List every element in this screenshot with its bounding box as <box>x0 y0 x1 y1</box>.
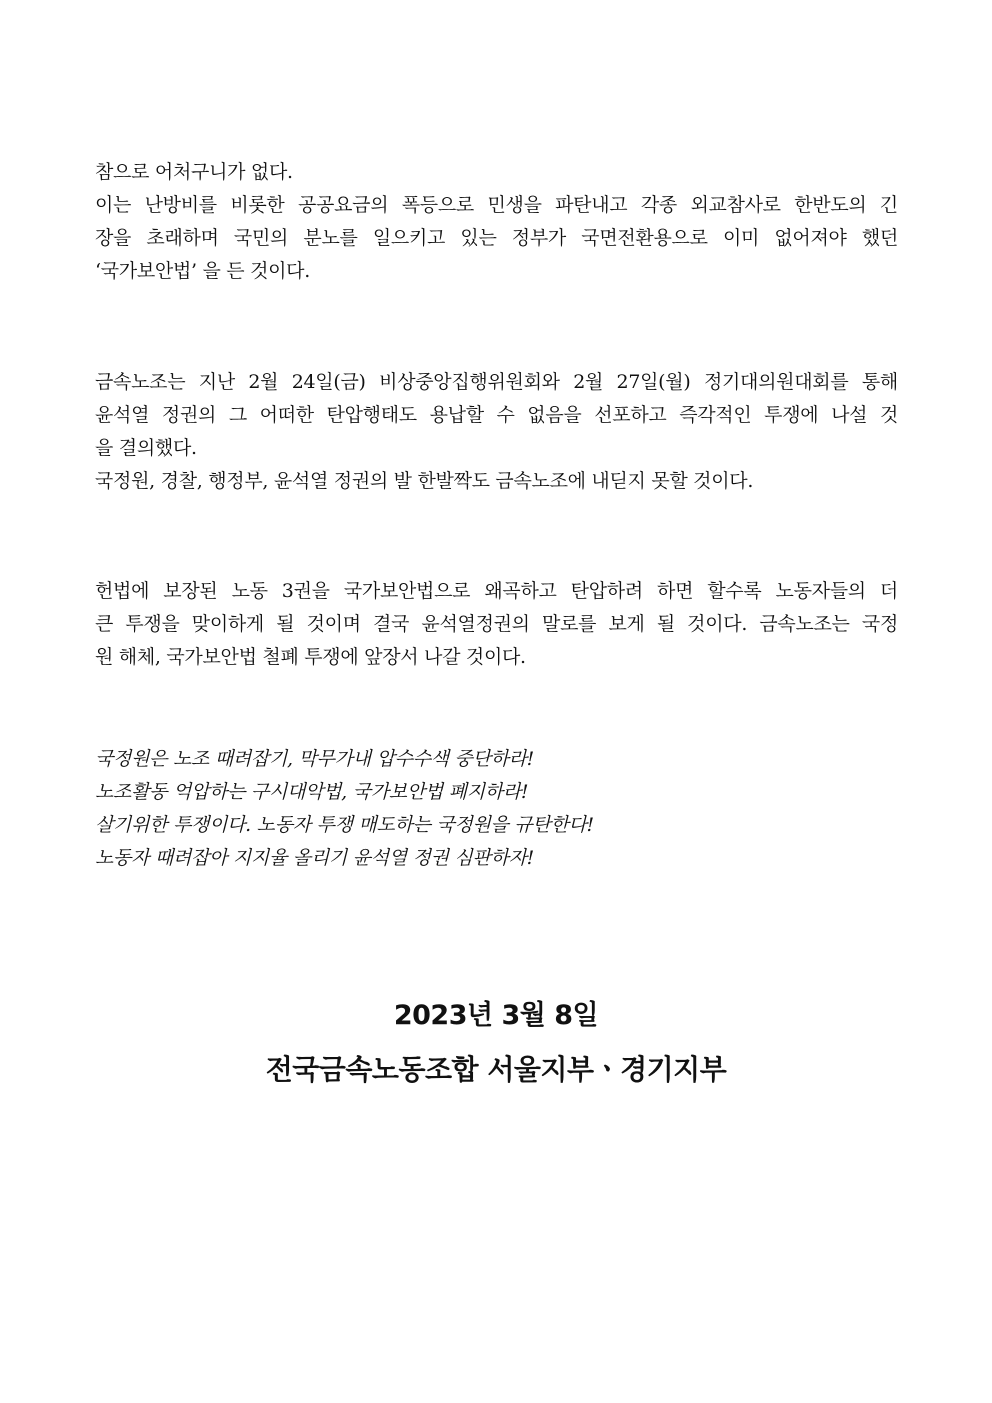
paragraph-line: 헌법에 보장된 노동 3권을 국가보안법으로 왜곡하고 탄압하려 하면 할수록 노동자들의 더 <box>95 580 898 602</box>
paragraph-declaration <box>95 575 898 674</box>
paragraph-line: 큰 투쟁을 맞이하게 될 것이며 결국 윤석열정권의 말로를 보게 될 것이다. 금속노조는 국정 <box>95 613 898 635</box>
paragraph-line: 을 결의했다. <box>95 437 197 459</box>
slogan-item: 국정원은 노조 때려잡기, 막무가내 압수수색 중단하라! <box>95 748 534 770</box>
paragraph-intro <box>95 156 898 288</box>
paragraph-line: 원 해체, 국가보안법 철폐 투쟁에 앞장서 나갈 것이다. <box>95 646 526 668</box>
statement-date: 2023년 3월 8일 <box>393 1000 599 1031</box>
paragraph-line: 장을 초래하며 국민의 분노를 일으키고 있는 정부가 국면전환용으로 이미 없어져야 했던 <box>95 227 898 249</box>
slogan-item: 노조활동 억압하는 구시대악법, 국가보안법 폐지하라! <box>95 781 529 803</box>
paragraph-line: 이는 난방비를 비롯한 공공요금의 폭등으로 민생을 파탄내고 각종 외교참사로 한반도의 긴 <box>95 194 898 216</box>
organization-name: 전국금속노동조합 서울지부ㆍ경기지부 <box>265 1053 727 1086</box>
paragraph-line: 금속노조는 지난 2월 24일(금) 비상중앙집행위원회와 2월 27일(월) 정기대의원대회를 통해 <box>95 371 898 393</box>
slogan-list <box>95 743 898 875</box>
slogan-item: 살기위한 투쟁이다. 노동자 투쟁 매도하는 국정원을 규탄한다! <box>95 814 594 836</box>
paragraph-line: 참으로 어처구니가 없다. <box>95 161 293 183</box>
paragraph-line: 윤석열 정권의 그 어떠한 탄압행태도 용납할 수 없음을 선포하고 즉각적인 투쟁에 나설 것 <box>95 404 898 426</box>
paragraph-line: 국정원, 경찰, 행정부, 윤석열 정권의 발 한발짝도 금속노조에 내딛지 못할 것이다. <box>95 470 754 492</box>
paragraph-line: ‘국가보안법’ 을 든 것이다. <box>95 260 310 282</box>
slogan-item: 노동자 때려잡아 지지율 올리기 윤석열 정권 심판하자! <box>95 847 534 869</box>
paragraph-resolution <box>95 366 898 498</box>
